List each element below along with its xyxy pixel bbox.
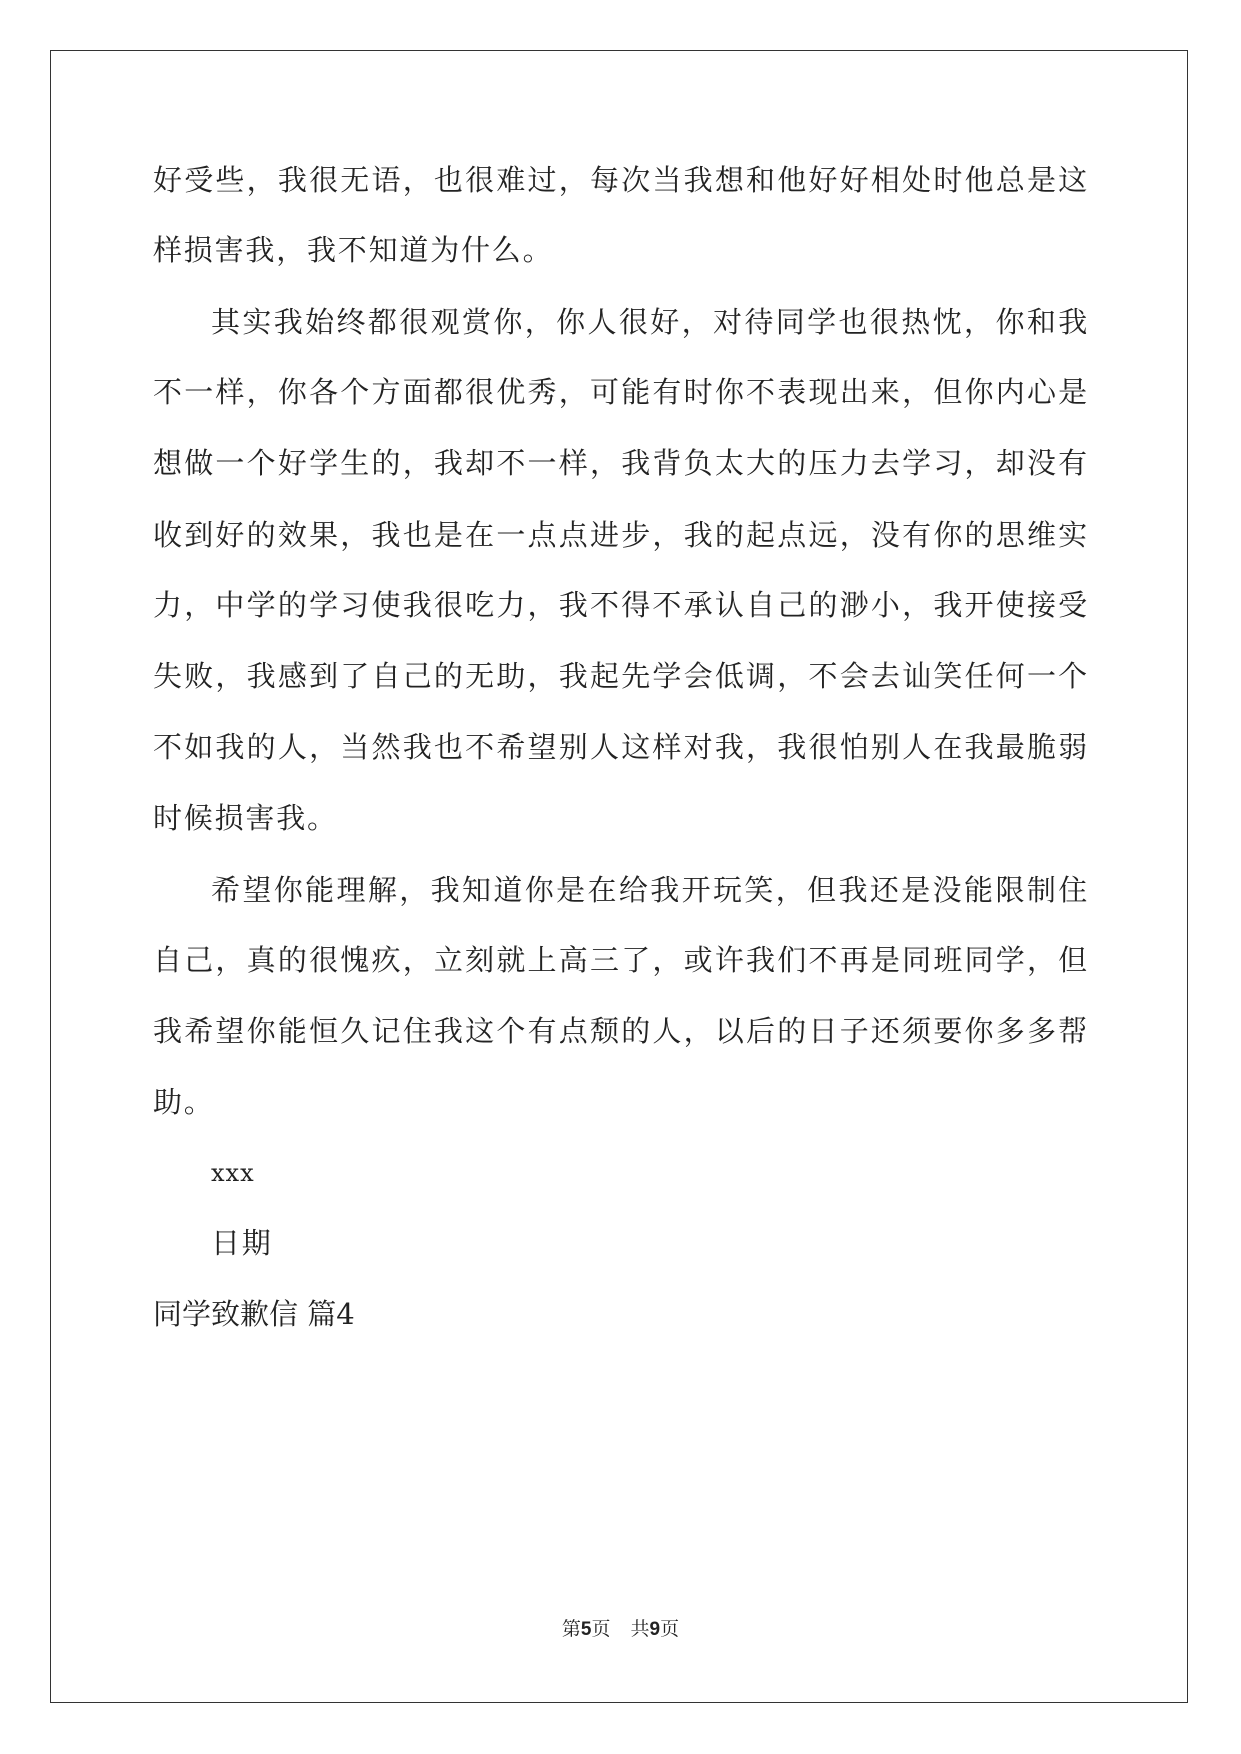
footer-total-pages: 9 (649, 1619, 661, 1640)
date-label: 日期 (211, 1226, 273, 1260)
text-line: 我希望你能恒久记住我这个有点颓的人，以后的日子还须要你多多帮 (153, 1014, 1089, 1048)
footer-page-number: 5 (580, 1619, 592, 1640)
paragraph-first-line: 希望你能理解，我知道你是在给我开玩笑，但我还是没能限制住 (211, 873, 1089, 907)
text-line: 力，中学的学习使我很吃力，我不得不承认自己的渺小，我开使接受 (153, 588, 1089, 622)
text-line: 想做一个好学生的，我却不一样，我背负太大的压力去学习，却没有 (153, 446, 1089, 480)
text-line: 助。 (153, 1085, 215, 1119)
text-line: 不一样，你各个方面都很优秀，可能有时你不表现出来，但你内心是 (153, 375, 1089, 409)
page-footer (0, 1617, 1241, 1642)
signature: xxx (211, 1159, 255, 1187)
text-line: 自己，真的很愧疚，立刻就上高三了，或许我们不再是同班同学，但 (153, 943, 1089, 977)
footer-total-prefix: 共 (630, 1618, 650, 1640)
text-line: 失败，我感到了自己的无助，我起先学会低调，不会去讪笑任何一个 (153, 659, 1089, 693)
section-heading: 同学致歉信 篇4 (153, 1297, 355, 1331)
text-line: 时候损害我。 (153, 801, 338, 835)
footer-total-suffix: 页 (660, 1618, 680, 1640)
text-line: 好受些，我很无语，也很难过，每次当我想和他好好相处时他总是这 (153, 163, 1089, 197)
footer-page-suffix: 页 (591, 1618, 611, 1640)
text-line: 收到好的效果，我也是在一点点进步，我的起点远，没有你的思维实 (153, 518, 1089, 552)
footer-page-prefix: 第 (561, 1618, 581, 1640)
paragraph-first-line: 其实我始终都很观赏你，你人很好，对待同学也很热忱，你和我 (211, 305, 1089, 339)
text-line: 不如我的人，当然我也不希望别人这样对我，我很怕别人在我最脆弱 (153, 730, 1089, 764)
text-line: 样损害我，我不知道为什么。 (153, 233, 554, 267)
